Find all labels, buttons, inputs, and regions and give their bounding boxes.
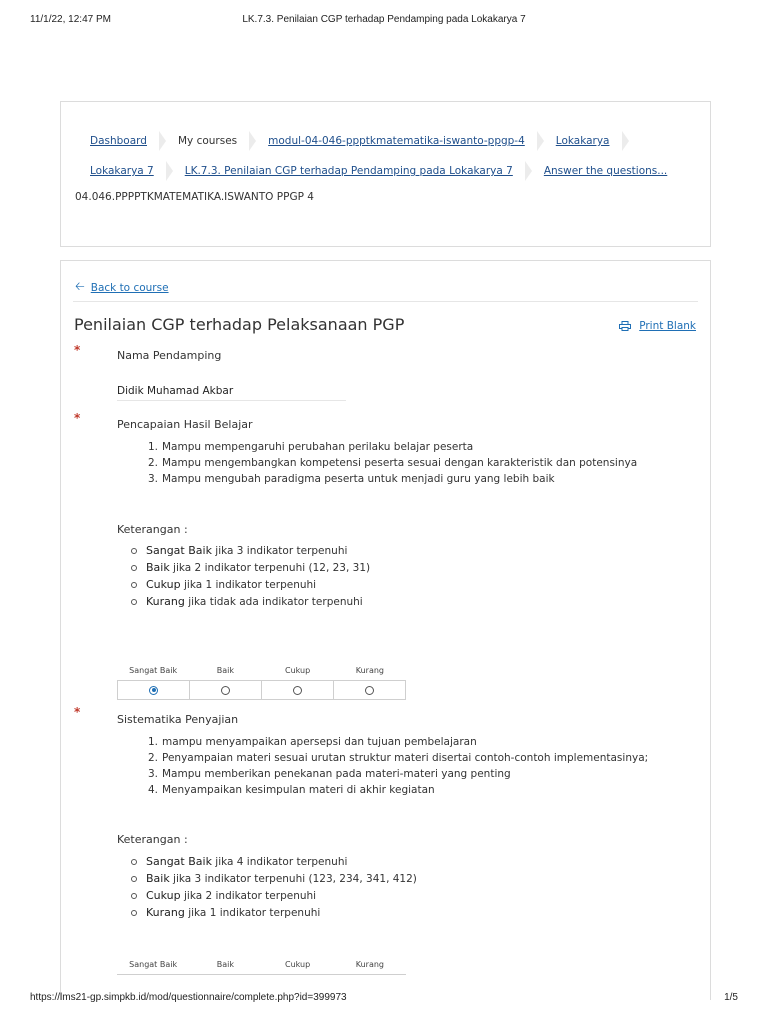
- radio-sangat-baik[interactable]: [149, 686, 158, 695]
- breadcrumb-separator: [166, 161, 173, 181]
- list-item: Kurang jika 1 indikator terpenuhi: [131, 904, 417, 921]
- breadcrumb-my-courses[interactable]: My courses: [177, 135, 238, 147]
- scale-label: Cukup: [285, 666, 311, 675]
- page-title: Penilaian CGP terhadap Pelaksanaan PGP: [74, 315, 405, 334]
- breadcrumb-separator: [525, 161, 532, 181]
- keterangan-list: [131, 853, 417, 921]
- list-item: Baik jika 3 indikator terpenuhi (123, 234, 341, 412): [131, 870, 417, 887]
- list-item: 2. Mampu mengembangkan kompetensi peserta sesuai dengan karakteristik dan potensinya: [147, 457, 638, 469]
- scale-label: Kurang: [355, 666, 384, 675]
- print-footer: [30, 992, 738, 1006]
- breadcrumb: [90, 130, 690, 190]
- list-item: 4. Menyampaikan kesimpulan materi di akhir kegiatan: [147, 784, 435, 796]
- required-marker: *: [74, 343, 81, 357]
- list-item: Cukup jika 2 indikator terpenuhi: [131, 887, 417, 904]
- list-item: Sangat Baik jika 3 indikator terpenuhi: [131, 542, 370, 559]
- breadcrumb-dashboard[interactable]: Dashboard: [90, 135, 147, 147]
- keterangan-title: Keterangan :: [117, 523, 188, 536]
- keterangan-list: [131, 542, 370, 610]
- print-blank-link[interactable]: [619, 320, 696, 332]
- course-name: 04.046.PPPPTKMATEMATIKA.ISWANTO PPGP 4: [75, 191, 314, 203]
- print-page-title: LK.7.3. Penilaian CGP terhadap Pendamping pada Lokakarya 7: [242, 14, 526, 25]
- nama-pendamping-field[interactable]: Didik Muhamad Akbar: [117, 380, 346, 401]
- questionnaire-card: [60, 260, 711, 1000]
- scale-top-border: [117, 974, 406, 975]
- scale-label: Cukup: [285, 960, 311, 969]
- required-marker: *: [74, 705, 81, 719]
- list-item: 1. mampu menyampaikan apersepsi dan tujuan pembelajaran: [147, 736, 477, 748]
- breadcrumb-lokakarya[interactable]: Lokakarya: [555, 135, 610, 147]
- list-item: 2. Penyampaian materi sesuai urutan struktur materi disertai contoh-contoh implementasinya;: [147, 752, 649, 764]
- keterangan-title: Keterangan :: [117, 833, 188, 846]
- print-url: https://lms21-gp.simpkb.id/mod/questionnaire/complete.php?id=399973: [30, 992, 347, 1003]
- scale-label: Sangat Baik: [129, 666, 178, 675]
- breadcrumb-card: [60, 101, 711, 247]
- breadcrumb-course[interactable]: modul-04-046-ppptkmatematika-iswanto-ppgp-4: [268, 135, 525, 147]
- question-label-sistematika: Sistematika Penyajian: [117, 713, 239, 726]
- breadcrumb-activity[interactable]: LK.7.3. Penilaian CGP terhadap Pendamping pada Lokakarya 7: [184, 165, 513, 177]
- list-item: 3. Mampu memberikan penekanan pada materi-materi yang penting: [147, 768, 511, 780]
- breadcrumb-separator: [249, 131, 256, 151]
- print-date: 11/1/22, 12:47 PM: [30, 14, 111, 25]
- breadcrumb-separator: [537, 131, 544, 151]
- back-to-course-label: Back to course: [90, 281, 169, 294]
- breadcrumb-lokakarya-7[interactable]: Lokakarya 7: [90, 165, 154, 177]
- breadcrumb-separator: [622, 131, 629, 151]
- scale-label: Kurang: [355, 960, 384, 969]
- rating-scale-pencapaian: [117, 666, 406, 700]
- print-header: [30, 14, 738, 30]
- scale-label: Sangat Baik: [129, 960, 178, 969]
- list-item: Sangat Baik jika 4 indikator terpenuhi: [131, 853, 417, 870]
- print-blank-label: Print Blank: [639, 320, 696, 332]
- divider: [73, 301, 698, 302]
- question-label-nama-pendamping: Nama Pendamping: [117, 349, 222, 362]
- scale-label: Baik: [216, 666, 234, 675]
- list-item: 1. Mampu mempengaruhi perubahan perilaku belajar peserta: [147, 441, 474, 453]
- radio-cukup[interactable]: [293, 686, 302, 695]
- list-item: Kurang jika tidak ada indikator terpenuhi: [131, 593, 370, 610]
- list-item: Baik jika 2 indikator terpenuhi (12, 23, 31): [131, 559, 370, 576]
- radio-baik[interactable]: [221, 686, 230, 695]
- radio-kurang[interactable]: [365, 686, 374, 695]
- printer-icon: [619, 321, 631, 331]
- breadcrumb-separator: [159, 131, 166, 151]
- question-label-pencapaian: Pencapaian Hasil Belajar: [117, 418, 253, 431]
- indicator-list: [145, 439, 637, 487]
- breadcrumb-answer[interactable]: Answer the questions...: [543, 165, 668, 177]
- rating-scale-sistematika: [117, 960, 406, 975]
- arrow-left-icon: 🡠: [75, 279, 85, 293]
- scale-label: Baik: [216, 960, 234, 969]
- back-to-course-link[interactable]: [75, 277, 169, 298]
- list-item: 3. Mampu mengubah paradigma peserta untuk menjadi guru yang lebih baik: [147, 473, 555, 485]
- required-marker: *: [74, 411, 81, 425]
- page-number: 1/5: [724, 992, 738, 1003]
- indicator-list: [145, 734, 648, 798]
- list-item: Cukup jika 1 indikator terpenuhi: [131, 576, 370, 593]
